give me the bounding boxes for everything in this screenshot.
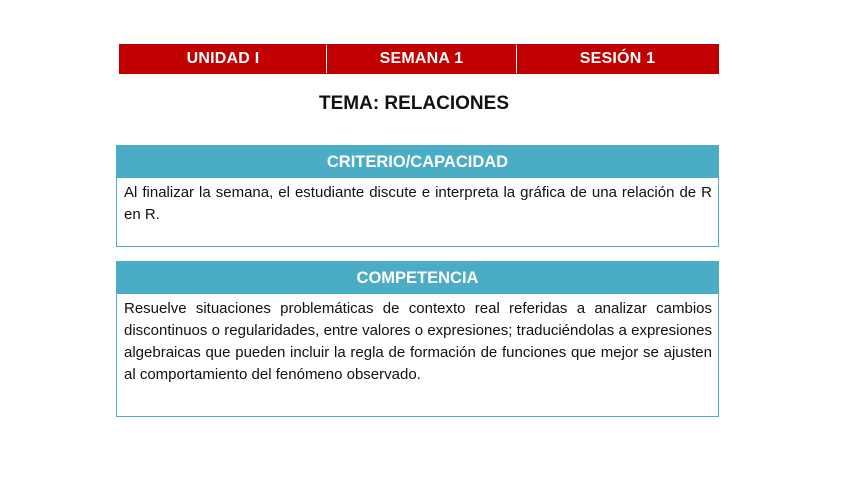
criteria-text: Al finalizar la semana, el estudiante discute e interpreta la gráfica de una relación de R en R.	[124, 184, 712, 223]
competence-title: COMPETENCIA	[117, 262, 718, 294]
criteria-title: CRITERIO/CAPACIDAD	[117, 146, 718, 178]
header-bar	[119, 44, 719, 74]
criteria-card	[116, 145, 719, 247]
competence-card	[116, 261, 719, 417]
competence-text: Resuelve situaciones problemáticas de contexto real referidas a analizar cambios discontinuos o regularidades, entre valores o expresiones; traduciéndolas a expresiones algebraicas que pueden incluir la regla de formación de funciones que mejor se ajusten al comportamiento del fenómeno observado.	[124, 300, 712, 383]
unit-label: UNIDAD I	[120, 45, 327, 73]
week-label: SEMANA 1	[327, 45, 517, 73]
session-label: SESIÓN 1	[579, 50, 656, 67]
topic-title: TEMA: RELACIONES	[319, 93, 509, 114]
